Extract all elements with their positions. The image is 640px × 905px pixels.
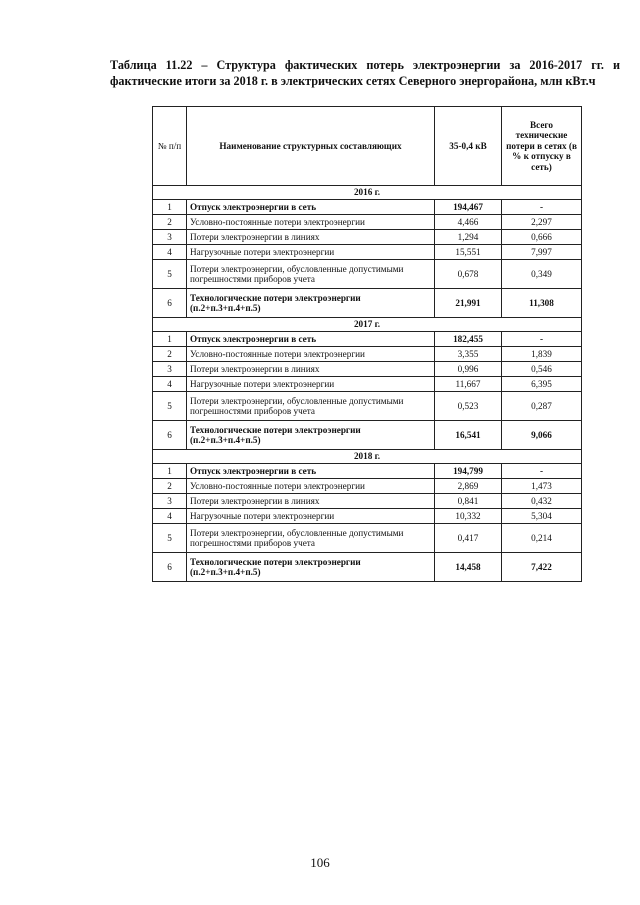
losses-table <box>152 106 582 582</box>
row-value-35-04kv: 0,417 <box>435 524 502 553</box>
row-value-total: 0,214 <box>502 524 582 553</box>
header-voltage: 35-0,4 кВ <box>435 107 502 186</box>
row-value-35-04kv: 0,678 <box>435 260 502 289</box>
row-number: 5 <box>153 260 187 289</box>
row-value-35-04kv: 11,667 <box>435 377 502 392</box>
row-name: Технологические потери электроэнергии (п.2+п.3+п.4+п.5) <box>187 289 435 318</box>
table-row <box>153 200 582 215</box>
row-name: Технологические потери электроэнергии (п.2+п.3+п.4+п.5) <box>187 421 435 450</box>
row-name: Условно-постоянные потери электроэнергии <box>187 479 435 494</box>
row-number: 4 <box>153 509 187 524</box>
table-row <box>153 215 582 230</box>
table-caption: Таблица 11.22 – Структура фактических потерь электроэнергии за 2016-2017 гг. и фактические итоги за 2018 г. в электрических сетях Северного энергорайона, млн кВт.ч <box>110 58 620 88</box>
year-label: 2018 г. <box>153 450 582 464</box>
table-header-row <box>153 107 582 186</box>
table-row <box>153 230 582 245</box>
row-value-35-04kv: 0,523 <box>435 392 502 421</box>
row-value-total: - <box>502 332 582 347</box>
row-number: 2 <box>153 215 187 230</box>
row-value-total: 0,666 <box>502 230 582 245</box>
table-row <box>153 377 582 392</box>
row-value-35-04kv: 14,458 <box>435 553 502 582</box>
row-value-35-04kv: 3,355 <box>435 347 502 362</box>
row-value-35-04kv: 0,996 <box>435 362 502 377</box>
row-name: Потери электроэнергии, обусловленные допустимыми погрешностями приборов учета <box>187 260 435 289</box>
row-number: 4 <box>153 377 187 392</box>
row-value-35-04kv: 1,294 <box>435 230 502 245</box>
row-number: 1 <box>153 200 187 215</box>
row-value-total: 1,473 <box>502 479 582 494</box>
row-value-35-04kv: 10,332 <box>435 509 502 524</box>
row-value-35-04kv: 194,467 <box>435 200 502 215</box>
year-label: 2016 г. <box>153 186 582 200</box>
row-number: 1 <box>153 464 187 479</box>
row-name: Нагрузочные потери электроэнергии <box>187 509 435 524</box>
row-value-35-04kv: 2,869 <box>435 479 502 494</box>
row-value-total: 1,839 <box>502 347 582 362</box>
table-row <box>153 524 582 553</box>
row-value-total: 5,304 <box>502 509 582 524</box>
row-number: 3 <box>153 362 187 377</box>
row-name: Отпуск электроэнергии в сеть <box>187 200 435 215</box>
row-value-35-04kv: 194,799 <box>435 464 502 479</box>
table-row <box>153 553 582 582</box>
table-row <box>153 494 582 509</box>
row-number: 5 <box>153 524 187 553</box>
table-body <box>153 186 582 582</box>
table-row <box>153 479 582 494</box>
row-name: Нагрузочные потери электроэнергии <box>187 377 435 392</box>
row-value-total: 2,297 <box>502 215 582 230</box>
row-value-total: 0,349 <box>502 260 582 289</box>
table-row <box>153 332 582 347</box>
row-value-total: 0,432 <box>502 494 582 509</box>
row-name: Потери электроэнергии в линиях <box>187 230 435 245</box>
row-value-35-04kv: 16,541 <box>435 421 502 450</box>
row-value-35-04kv: 15,551 <box>435 245 502 260</box>
row-name: Потери электроэнергии в линиях <box>187 362 435 377</box>
row-value-total: 0,287 <box>502 392 582 421</box>
table-row <box>153 509 582 524</box>
row-number: 2 <box>153 479 187 494</box>
row-number: 1 <box>153 332 187 347</box>
row-name: Условно-постоянные потери электроэнергии <box>187 215 435 230</box>
row-value-total: 7,422 <box>502 553 582 582</box>
year-row <box>153 186 582 200</box>
table-row <box>153 245 582 260</box>
year-label: 2017 г. <box>153 318 582 332</box>
row-number: 5 <box>153 392 187 421</box>
row-number: 6 <box>153 289 187 318</box>
row-value-35-04kv: 21,991 <box>435 289 502 318</box>
row-name: Потери электроэнергии, обусловленные допустимыми погрешностями приборов учета <box>187 392 435 421</box>
row-value-35-04kv: 4,466 <box>435 215 502 230</box>
row-name: Отпуск электроэнергии в сеть <box>187 464 435 479</box>
row-value-total: 0,546 <box>502 362 582 377</box>
row-value-35-04kv: 0,841 <box>435 494 502 509</box>
row-number: 3 <box>153 494 187 509</box>
row-name: Отпуск электроэнергии в сеть <box>187 332 435 347</box>
row-number: 4 <box>153 245 187 260</box>
table-row <box>153 464 582 479</box>
year-row <box>153 318 582 332</box>
header-number: № п/п <box>153 107 187 186</box>
row-value-35-04kv: 182,455 <box>435 332 502 347</box>
row-value-total: 11,308 <box>502 289 582 318</box>
row-name: Потери электроэнергии в линиях <box>187 494 435 509</box>
row-value-total: - <box>502 200 582 215</box>
table-row <box>153 260 582 289</box>
row-name: Технологические потери электроэнергии (п.2+п.3+п.4+п.5) <box>187 553 435 582</box>
table-row <box>153 421 582 450</box>
row-name: Потери электроэнергии, обусловленные допустимыми погрешностями приборов учета <box>187 524 435 553</box>
table-row <box>153 392 582 421</box>
row-value-total: 6,395 <box>502 377 582 392</box>
table-row <box>153 347 582 362</box>
header-total: Всего технические потери в сетях (в % к отпуску в сеть) <box>502 107 582 186</box>
row-number: 2 <box>153 347 187 362</box>
row-value-total: - <box>502 464 582 479</box>
row-number: 3 <box>153 230 187 245</box>
row-value-total: 9,066 <box>502 421 582 450</box>
row-name: Условно-постоянные потери электроэнергии <box>187 347 435 362</box>
row-name: Нагрузочные потери электроэнергии <box>187 245 435 260</box>
header-name: Наименование структурных составляющих <box>187 107 435 186</box>
row-number: 6 <box>153 553 187 582</box>
row-value-total: 7,997 <box>502 245 582 260</box>
row-number: 6 <box>153 421 187 450</box>
table-row <box>153 289 582 318</box>
page-number: 106 <box>310 855 330 870</box>
year-row <box>153 450 582 464</box>
table-row <box>153 362 582 377</box>
